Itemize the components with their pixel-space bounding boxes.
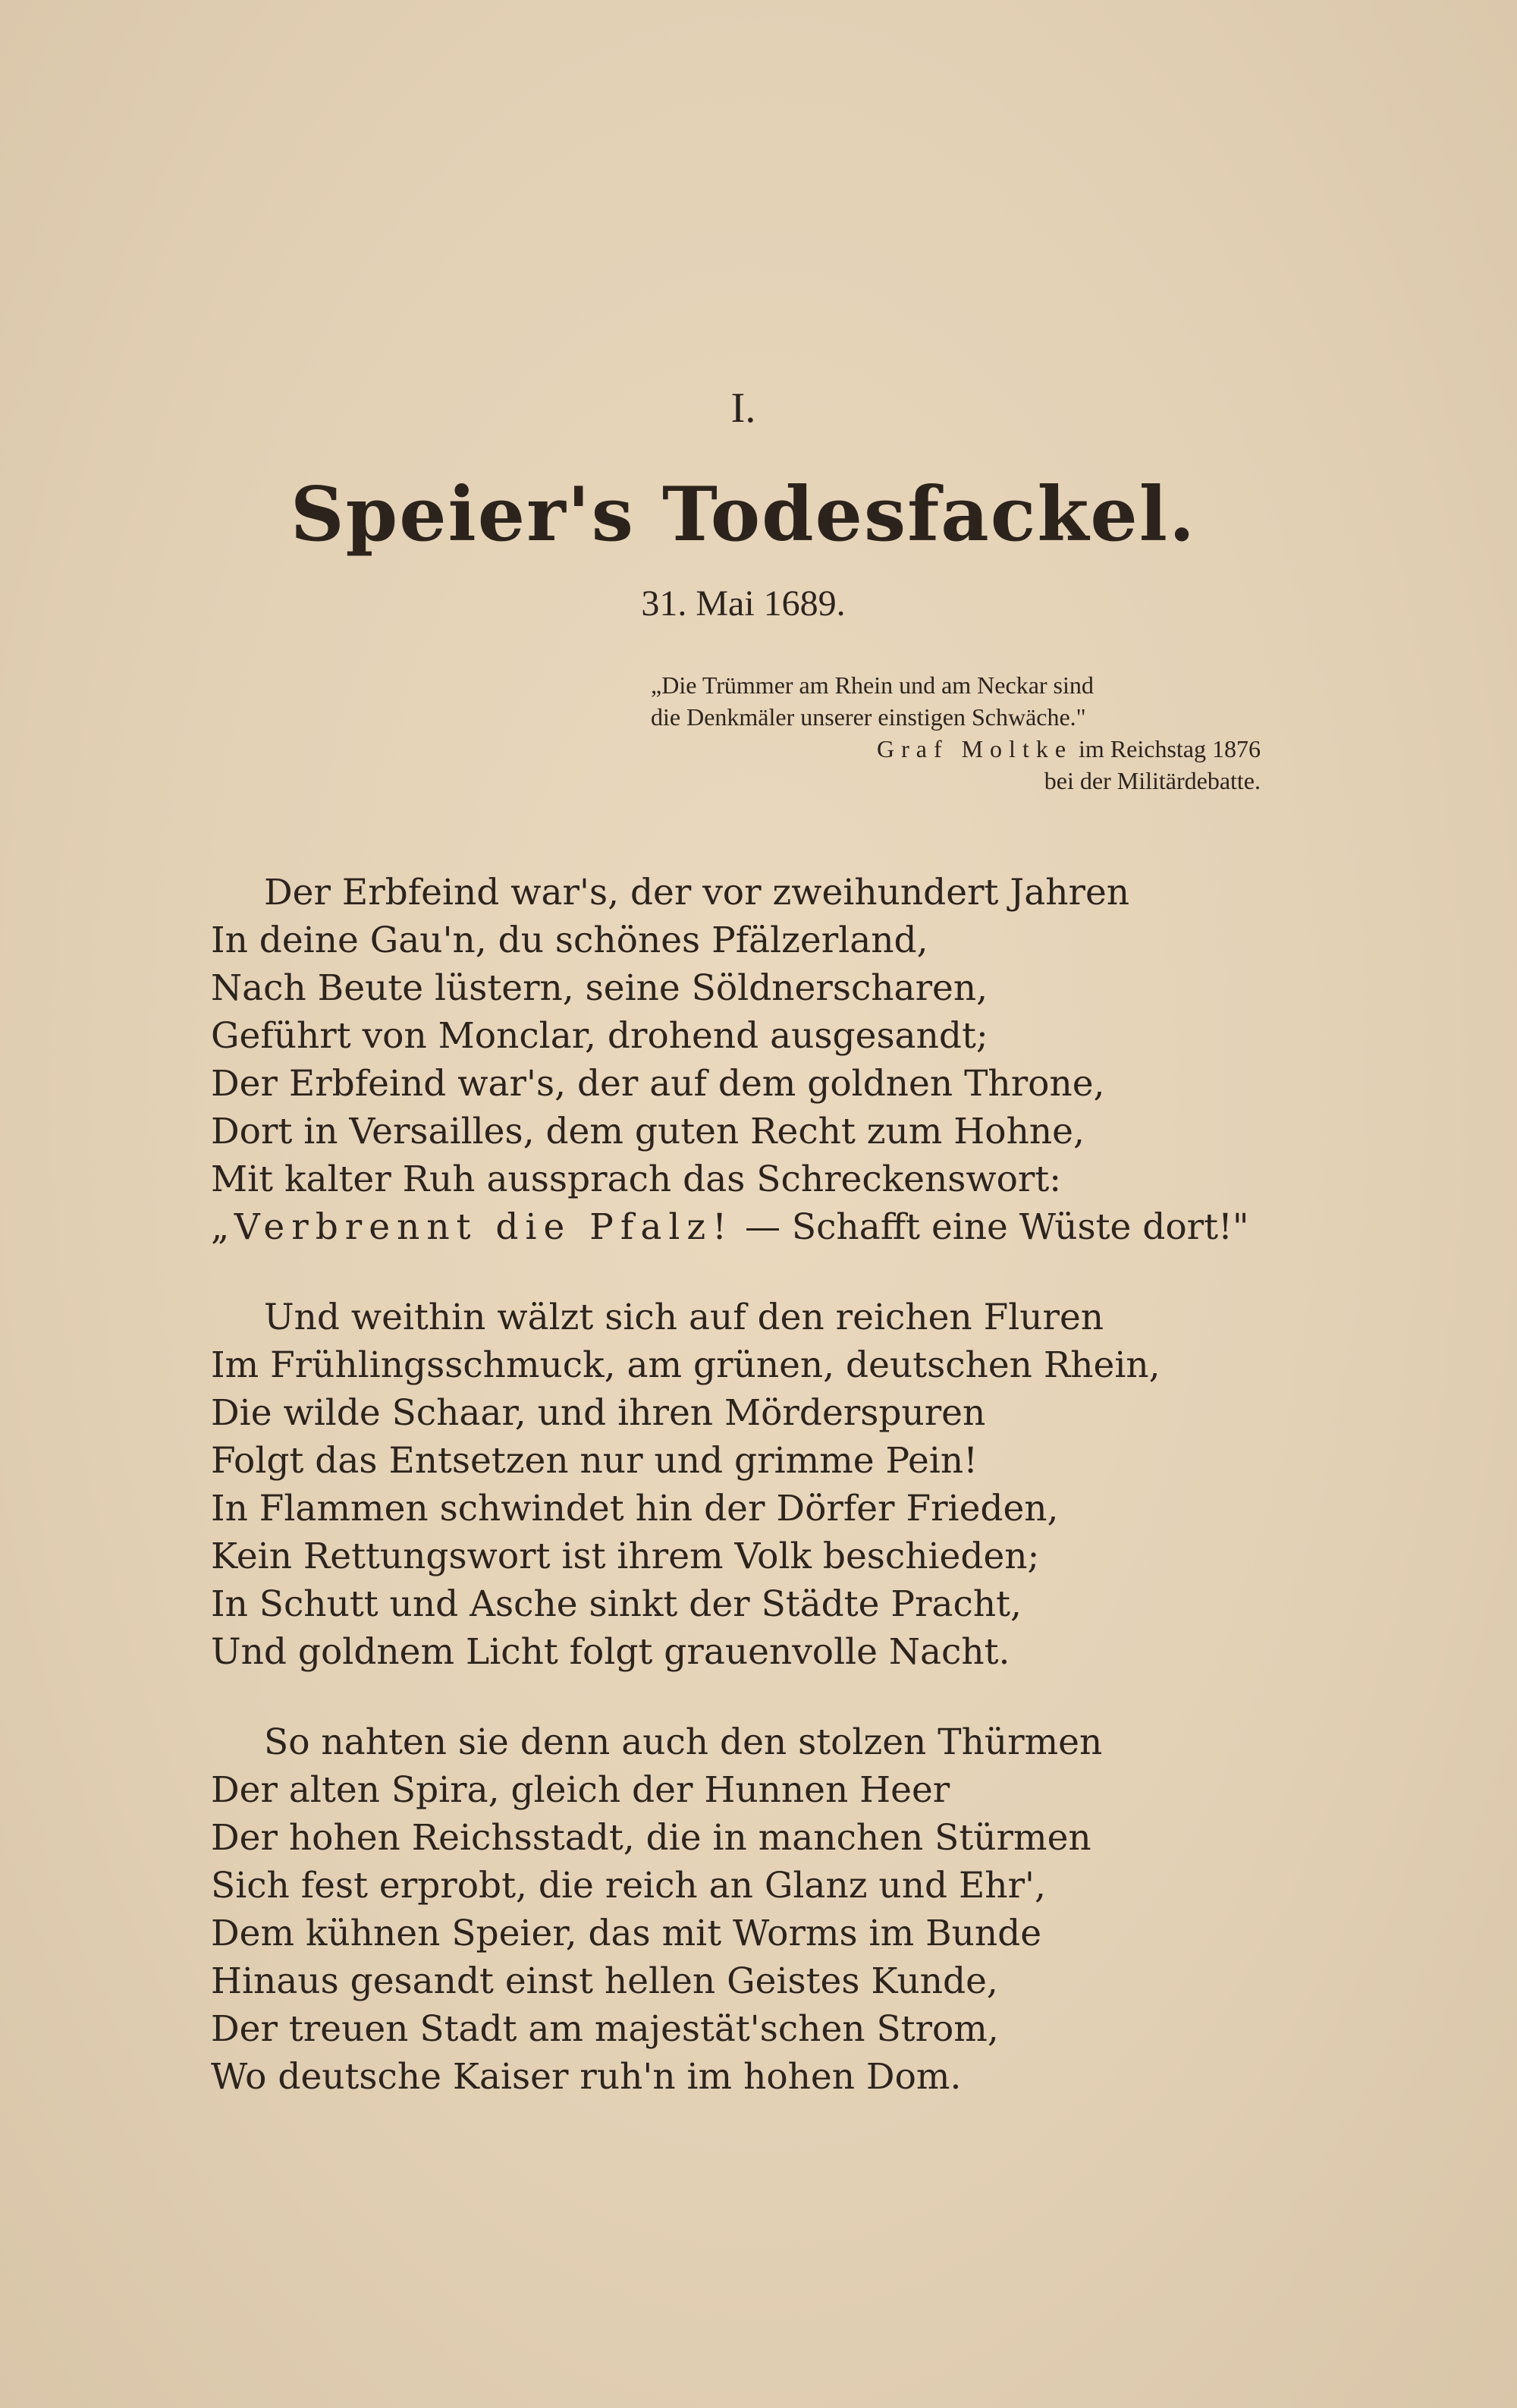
verse-line: So nahten sie denn auch den stolzen Thürmen — [264, 1721, 1103, 1763]
stanza-2 — [211, 1294, 1303, 1676]
verse-line: Der Erbfeind war's, der vor zweihundert Jahren — [264, 872, 1130, 913]
verse-line-rest: — Schafft eine Wüste dort!" — [733, 1206, 1249, 1248]
verse-line: Und weithin wälzt sich auf den reichen Fluren — [264, 1297, 1104, 1338]
verse-line: Mit kalter Ruh aussprach das Schreckenswort: — [211, 1158, 1062, 1200]
stanza-3 — [211, 1718, 1303, 2101]
epigraph-author: Graf Moltke — [876, 735, 1073, 762]
verse-line: Die wilde Schaar, und ihren Mörderspuren — [211, 1392, 986, 1434]
verse-line: Wo deutsche Kaiser ruh'n im hohen Dom. — [211, 2056, 962, 2098]
verse-line: Geführt von Monclar, drohend ausgesandt; — [211, 1015, 988, 1057]
verse-line: Der Erbfeind war's, der auf dem goldnen Throne, — [211, 1063, 1105, 1105]
poem-title: Speier's Todesfackel. — [290, 471, 1197, 558]
poem-date: 31. Mai 1689. — [641, 583, 846, 624]
verse-line: Nach Beute lüstern, seine Söldnerscharen, — [211, 967, 988, 1009]
verse-line: In Flammen schwindet hin der Dörfer Frieden, — [211, 1488, 1059, 1529]
verse-line: Der hohen Reichsstadt, die in manchen Stürmen — [211, 1817, 1091, 1859]
epigraph-quote-line: „Die Trümmer am Rhein und am Neckar sind — [651, 671, 1094, 699]
verse-line: In Schutt und Asche sinkt der Städte Pracht, — [211, 1583, 1022, 1625]
verse-line — [211, 1203, 1303, 1251]
verse-line: Kein Rettungswort ist ihrem Volk beschieden; — [211, 1536, 1040, 1577]
verse-emphasis: „Verbrennt die Pfalz! — [211, 1206, 734, 1248]
verse-line: Der alten Spira, gleich der Hunnen Heer — [211, 1769, 950, 1811]
verse-line: Folgt das Entsetzen nur und grimme Pein! — [211, 1440, 978, 1482]
verse-line: Sich fest erprobt, die reich an Glanz und Ehr', — [211, 1865, 1046, 1907]
verse-line: Dort in Versailles, dem guten Recht zum Hohne, — [211, 1111, 1085, 1152]
stanza-1 — [211, 869, 1303, 1251]
verse-line: Hinaus gesandt einst hellen Geistes Kunde, — [211, 1960, 998, 2002]
epigraph-attribution-rest: im Reichstag 1876 — [1073, 735, 1261, 762]
epigraph-quote-line: die Denkmäler unserer einstigen Schwäche." — [651, 703, 1086, 731]
verse-line: Der treuen Stadt am majestät'schen Strom, — [211, 2008, 999, 2050]
epigraph — [651, 669, 1303, 797]
epigraph-attribution — [651, 733, 1303, 765]
chapter-numeral: I. — [730, 385, 756, 432]
verse-line: Und goldnem Licht folgt grauenvolle Nacht. — [211, 1631, 1010, 1673]
epigraph-attribution-line: bei der Militärdebatte. — [1044, 767, 1261, 794]
verse-line: Im Frühlingsschmuck, am grünen, deutschen Rhein, — [211, 1344, 1161, 1386]
verse-line: In deine Gau'n, du schönes Pfälzerland, — [211, 920, 928, 961]
verse-line: Dem kühnen Speier, das mit Worms im Bunde — [211, 1913, 1042, 1954]
